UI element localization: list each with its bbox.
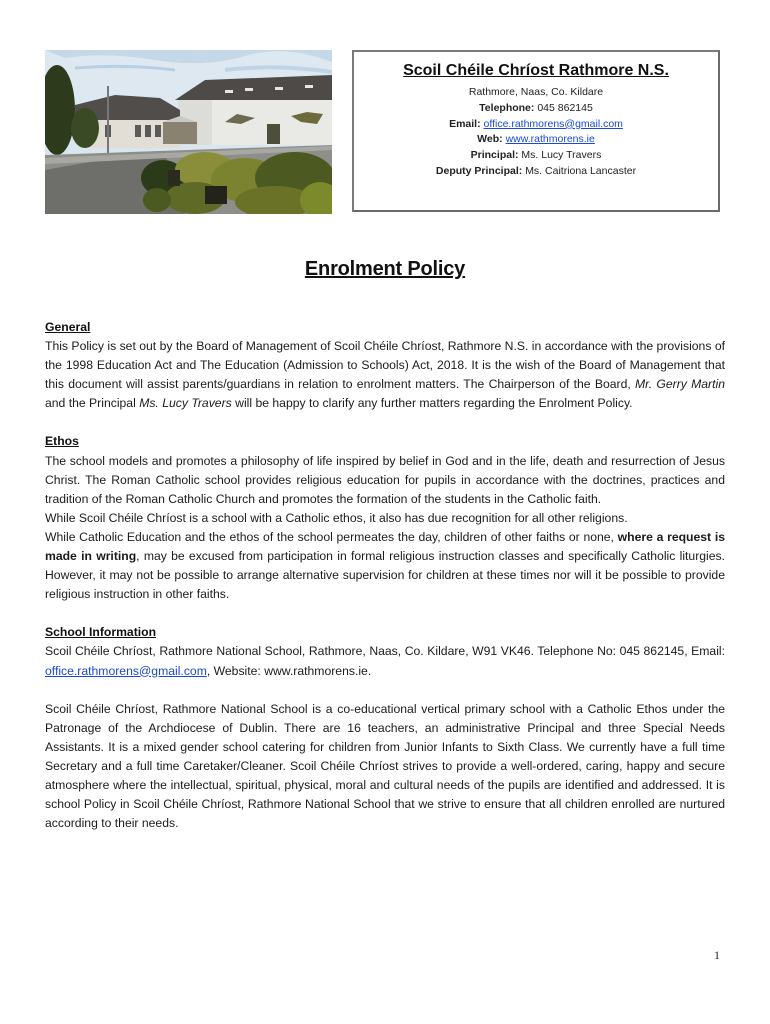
spacer [45, 681, 725, 700]
ethos-text-1: While Catholic Education and the ethos of the school permeates the day, children of other faiths or none, [45, 529, 618, 544]
section-heading-ethos: Ethos [45, 434, 79, 449]
page-number: 1 [714, 948, 720, 962]
telephone-label: Telephone: [479, 101, 535, 114]
school-address: Rathmore, Naas, Co. Kildare [468, 86, 604, 98]
telephone-value: 045 862145 [537, 101, 593, 114]
ethos-paragraph-3 [45, 528, 725, 604]
principal-name: Ms. Lucy Travers [139, 396, 232, 411]
general-text-2: and the Principal [45, 396, 140, 411]
school-building-image [45, 50, 332, 214]
school-info-paragraph-2: Scoil Chéile Chríost, Rathmore National School is a co-educational vertical primary school with a Catholic Ethos under the Patronage of the Archdiocese of Dublin. There are 16 teachers, an administrative Principal and three Special Needs Assistants. It is a mixed gender school catering for children from Junior Infants to Sixth Class. We currently have a full time Secretary and a full time Caretaker/Cleaner. Scoil Chéile Chríost strives to provide a well-ordered, caring, happy and secure atmosphere where the intellectual, spiritual, physical, moral and cultural needs of the pupils are identified and addressed. It is school Policy in Scoil Chéile Chríost, Rathmore National School that we strive to ensure that all children enrolled are nurtured according to their needs. [45, 701, 725, 831]
general-text-3: will be happy to clarify any further matters regarding the Enrolment Policy. [231, 396, 633, 411]
email-label: Email: [449, 117, 481, 130]
principal-line [354, 148, 718, 164]
section-heading-school-information: School Information [45, 625, 157, 640]
document-body [45, 318, 725, 833]
school-info-text-2: , Website: www.rathmorens.ie. [206, 663, 372, 678]
school-info-paragraph-1 [45, 642, 725, 680]
school-info-text-1: Scoil Chéile Chríost, Rathmore National School, Rathmore, Naas, Co. Kildare, W91 VK46. Telephone No: 045 862145, Email: [45, 644, 725, 659]
principal-value: Ms. Lucy Travers [521, 149, 602, 162]
web-label: Web: [477, 133, 503, 146]
general-paragraph [45, 337, 725, 413]
chairperson-name: Mr. Gerry Martin [635, 377, 725, 392]
web-link[interactable]: www.rathmorens.ie [505, 133, 595, 146]
spacer [45, 413, 725, 432]
spacer [45, 604, 725, 623]
ethos-text-2: , may be excused from participation in formal religious instruction classes and specifically Catholic liturgies. However, it may not be possible to arrange alternative supervision for children at these times nor will it be possible to provide religious instruction in other faiths. [45, 549, 725, 602]
web-line [354, 132, 718, 148]
school-photo [45, 50, 332, 214]
deputy-principal-label: Deputy Principal: [435, 164, 523, 177]
school-info-box [352, 50, 720, 212]
school-info-email-link[interactable]: office.rathmorens@gmail.com [45, 663, 207, 678]
deputy-principal-line [354, 164, 718, 180]
ethos-paragraph-1: The school models and promotes a philosophy of life inspired by belief in God and in the life, death and resurrection of Jesus Christ. The Roman Catholic school provides religious education for pupils in accordance with the doctrines, practices and tradition of the Roman Catholic Church and promotes the formation of the students in the Catholic faith. [45, 453, 725, 506]
section-heading-general: General [45, 320, 91, 334]
email-line [354, 117, 718, 133]
telephone-line [354, 101, 718, 117]
ethos-bold-condition: where a request is made in writing [45, 529, 725, 564]
principal-label: Principal: [470, 149, 519, 162]
email-link[interactable]: office.rathmorens@gmail.com [483, 117, 623, 130]
general-text-1: This Policy is set out by the Board of Management of Scoil Chéile Chríost, Rathmore N.S. in accordance with the provisions of the 1998 Education Act and The Education (Admission to Schools) Act, 2018. It is the wish of the Board of Management that this document will assist parents/guardians in relation to enrolment matters. The Chairperson of the Board, [45, 339, 725, 392]
school-name: Scoil Chéile Chríost Rathmore N.S. [403, 62, 669, 79]
ethos-paragraph-2: While Scoil Chéile Chríost is a school with a Catholic ethos, it also has due recognition for all other religions. [45, 510, 628, 525]
document-title: Enrolment Policy [304, 258, 466, 280]
deputy-principal-value: Ms. Caitriona Lancaster [525, 164, 637, 177]
